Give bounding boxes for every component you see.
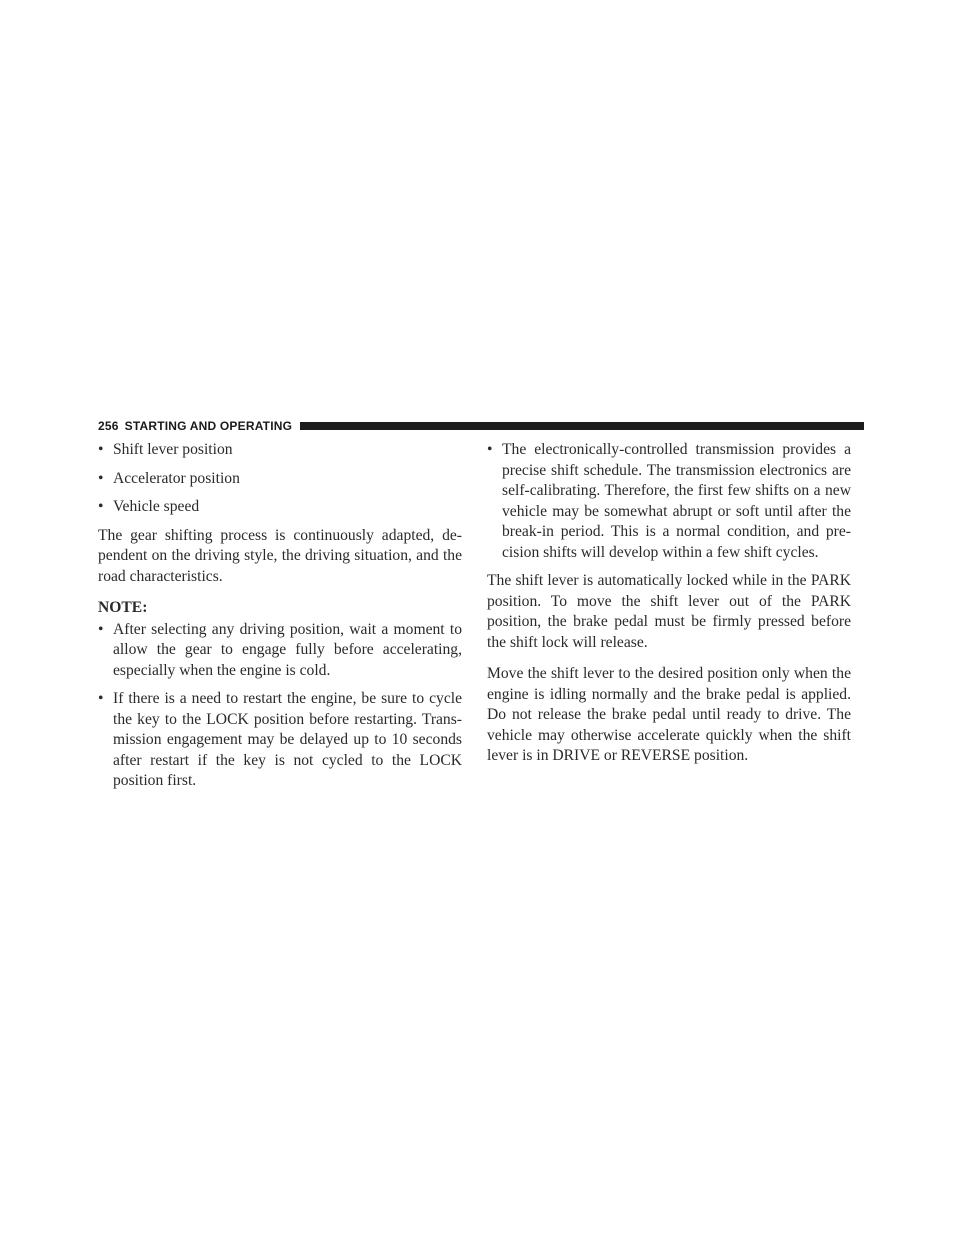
- list-item: [98, 469, 462, 490]
- bullet-marker: •: [98, 620, 104, 638]
- list-item: [98, 497, 462, 518]
- body-paragraph: The gear shifting process is continuously adapted, de-pendent on the driving style, the driving situation, and the road characteristics.: [98, 526, 462, 585]
- left-column: [98, 440, 462, 800]
- right-column: [487, 440, 851, 778]
- body-paragraph: Move the shift lever to the desired position only when the engine is idling normally and the brake pedal is applied. Do not release the brake pedal until ready to drive. The vehicle may otherwise accelerate quickly when the shift lever is in DRIVE or REVERSE position.: [487, 665, 851, 764]
- bullet-marker: •: [98, 441, 104, 458]
- header-rule: [300, 422, 864, 430]
- bullet-text: After selecting any driving position, wait a moment to allow the gear to engage fully before accelerating, especially when the engine is cold.: [113, 620, 462, 679]
- list-item: [487, 440, 851, 563]
- bullet-marker: •: [98, 690, 104, 707]
- body-paragraph: The shift lever is automatically locked while in the PARK position. To move the shift lever out of the PARK position, the brake pedal must be firmly pressed before the shift lock will release.: [487, 572, 851, 651]
- bullet-text: Shift lever position: [113, 441, 233, 458]
- bullet-text: The electronically-controlled transmission provides a precise shift schedule. The transmission electronics are self-calibrating. Therefore, the first few shifts on a new vehicle may be somewhat abrupt or soft until after the break-in period. This is a normal condition, and pre-cision shifts will develop within a few shift cycles.: [502, 441, 851, 561]
- section-title: STARTING AND OPERATING: [124, 419, 293, 433]
- note-label: NOTE:: [98, 599, 148, 616]
- list-item: [98, 620, 462, 682]
- bullet-text: Vehicle speed: [113, 498, 200, 515]
- list-item: [98, 440, 462, 461]
- bullet-marker: •: [487, 441, 493, 458]
- bullet-marker: •: [98, 469, 104, 487]
- bullet-text: If there is a need to restart the engine, be sure to cycle the key to the LOCK position before restarting. Trans-mission engagement may be delayed up to 10 seconds after restart if the key is not cycled to the LOCK position first.: [113, 690, 462, 789]
- page-number: 256: [98, 419, 119, 433]
- bullet-marker: •: [98, 498, 104, 515]
- page-header: [98, 418, 864, 434]
- list-item: [98, 689, 462, 792]
- bullet-text: Accelerator position: [113, 469, 240, 487]
